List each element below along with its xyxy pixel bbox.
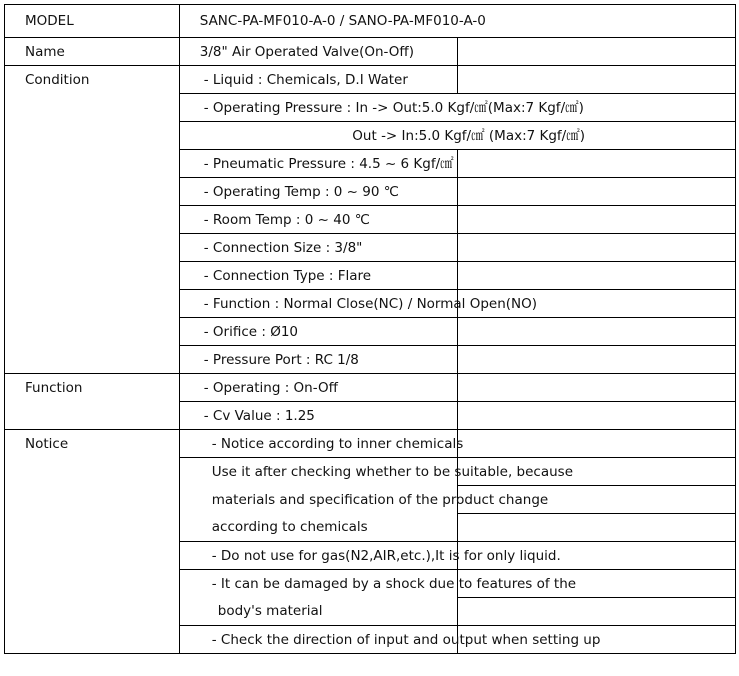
extra-cell [457,514,735,542]
extra-cell [457,262,735,290]
label-cell [5,402,180,430]
extra-cell [457,66,735,94]
label-name: Name [5,38,180,66]
label-cell [5,486,180,514]
label-cell [5,290,180,318]
label-cell [5,122,180,150]
label-cell [5,206,180,234]
extra-cell [457,430,735,458]
label-cell [5,178,180,206]
label-cell [5,150,180,178]
extra-cell [457,374,735,402]
label-cell [5,318,180,346]
value-cell: - Room Temp : 0 ~ 40 ℃ [179,206,457,234]
table-row [5,598,736,626]
value-cell: - Liquid : Chemicals, D.I Water [179,66,457,94]
extra-cell [457,150,735,178]
table-row [5,374,736,402]
value-cell: - Pneumatic Pressure : 4.5 ~ 6 Kgf/㎠ [179,150,457,178]
table-row [5,94,736,122]
value-cell: - Check the direction of input and output when setting up [179,626,457,654]
table-row [5,234,736,262]
table-row [5,486,736,514]
label-model: MODEL [5,5,180,38]
label-function: Function [5,374,180,402]
label-notice: Notice [5,430,180,458]
table-row [5,318,736,346]
table-row [5,150,736,178]
table-row [5,206,736,234]
value-model: SANC-PA-MF010-A-0 / SANO-PA-MF010-A-0 [179,5,735,38]
label-cell [5,598,180,626]
table-row [5,122,736,150]
table-row-name [5,38,736,66]
label-cell [5,234,180,262]
value-cell: - Connection Type : Flare [179,262,457,290]
extra-cell [457,234,735,262]
table-row [5,570,736,598]
spec-table [4,4,736,654]
label-cell [5,514,180,542]
table-row [5,290,736,318]
value-cell: - Cv Value : 1.25 [179,402,457,430]
extra-cell [457,206,735,234]
value-cell: - Do not use for gas(N2,AIR,etc.),It is for only liquid. [179,542,457,570]
table-row [5,66,736,94]
table-row [5,402,736,430]
table-row [5,430,736,458]
label-cell [5,262,180,290]
label-cell [5,458,180,486]
value-cell: - Orifice : Ø10 [179,318,457,346]
table-row [5,626,736,654]
value-cell: - Function : Normal Close(NC) / Normal Open(NO) [179,290,457,318]
table-row [5,542,736,570]
extra-cell [457,402,735,430]
value-cell: materials and specification of the product change [179,486,457,514]
extra-cell [457,38,735,66]
table-row [5,346,736,374]
value-cell: Out -> In:5.0 Kgf/㎠ (Max:7 Kgf/㎠) [179,122,735,150]
value-cell: - Operating Temp : 0 ~ 90 ℃ [179,178,457,206]
value-cell: Use it after checking whether to be suitable, because [179,458,457,486]
value-cell: - Operating : On-Off [179,374,457,402]
table-row [5,458,736,486]
table-row [5,262,736,290]
table-row [5,178,736,206]
value-cell: - Pressure Port : RC 1/8 [179,346,457,374]
label-cell [5,542,180,570]
label-cell [5,570,180,598]
value-cell: - Connection Size : 3/8" [179,234,457,262]
value-cell: - It can be damaged by a shock due to features of the [179,570,457,598]
table-row [5,514,736,542]
extra-cell [457,598,735,626]
value-cell: according to chemicals [179,514,457,542]
label-cell [5,94,180,122]
label-cell [5,626,180,654]
label-condition: Condition [5,66,180,94]
extra-cell [457,346,735,374]
extra-cell [457,318,735,346]
value-cell: - Operating Pressure : In -> Out:5.0 Kgf/㎠(Max:7 Kgf/㎠) [179,94,735,122]
value-name: 3/8" Air Operated Valve(On-Off) [179,38,457,66]
value-cell: body's material [179,598,457,626]
table-row-model [5,5,736,38]
value-cell: - Notice according to inner chemicals [179,430,457,458]
label-cell [5,346,180,374]
extra-cell [457,178,735,206]
